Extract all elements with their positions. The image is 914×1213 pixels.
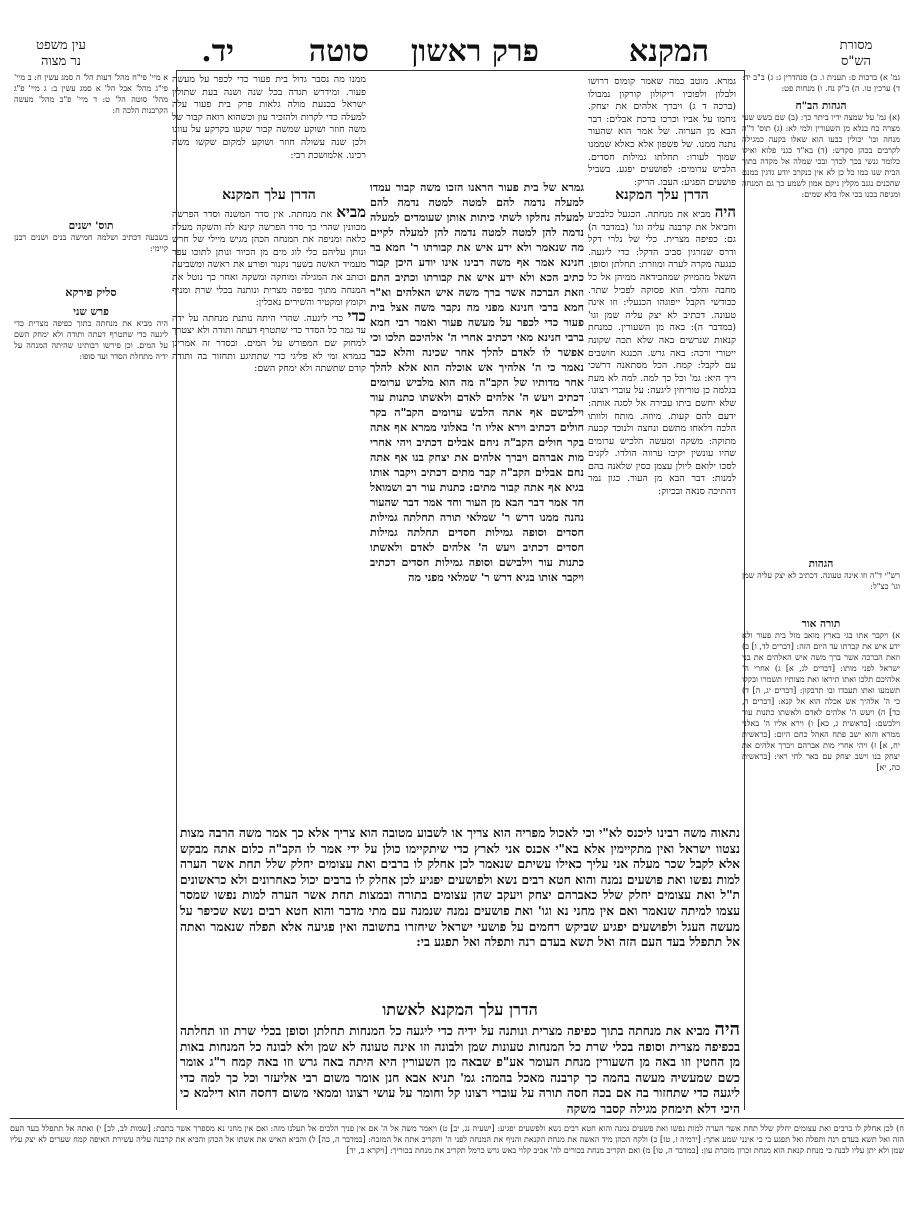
- tosafot-lead-word: מביא: [336, 203, 367, 221]
- mesoret-header: מסורת הש"ס: [839, 38, 873, 69]
- tosafot-column: [172, 203, 367, 818]
- header-chapter: פרק ראשון: [410, 34, 539, 69]
- rashi-hadran: הדרן עלך המקנא: [615, 187, 709, 203]
- header-tractate: סוטה: [308, 34, 369, 69]
- tosafot-lead-b: כדי: [347, 306, 367, 325]
- tosafot-text-b: כדי ליגעה. שהרי היתה נותנת מנחתה על ידה עד גמר כל הסדר כדי שתטרף דעתה ותודה ולא יצטרך למחוק שם המפורש על המים. ובסדר זה אמרינן בגמרא ומי לא פליגי כדי שתתיגע ותחזור בה ותודה קודם שתשתה ולא ימחק השם:: [172, 312, 366, 375]
- ein-mishpat-text: א מיי' פי"ח מהל' דעות הל' ה סמג עשין ח: ב מיי' פי"ג מהל' אבל הל' א סמג עשין ב: ג מיי' פ"ג מהל' סוטה הל' ט: ד מיי' פ"ב מהל' מעשה הקרבנות הלכה ח:: [14, 73, 168, 115]
- tosafot-top: ממנו מה נסבר גדול בית פעור כדי לכפר על מעשה פעור. ומידרש תגדה בכל שנה ושנה בעת שתולין ישראל בכנעת מולה גלאות פרק בית פעור עלה למעלה כדי לקרות ולהזכיר עון וכשהוא רואה קבור של משה חוזר ושוקע שמשה קבור שקעו בקרקע על עוונו ולכן שנה עשולה חוזר ושוקע למקום שקשו משה רכינו. אלמושכת רבי:: [172, 74, 366, 161]
- footnote-rule: [10, 1118, 904, 1119]
- header-folio: יד.: [201, 34, 234, 69]
- selek-pirka-title: סליק פירקא: [65, 286, 117, 299]
- tos-yeshanim-text: בשבעה דכתיב ושלמה חמישה בנים ושנים רבנן קיימי:: [14, 233, 168, 253]
- bottom-footnotes: ח) לכן אחלק לו ברבים ואת עצומים יחלק שלל תחת אשר הערה למות נפשו ואת פשעים נמנה והוא חטא רבים נשא ולפשעים יפגיע: [ישעיה נג, יב] ט) ויאמר משה אל ה' אם אין פניך הלכים אל תעלנו מזה: ואם אין מחני נא מספרך אשר כתבת: [שמות לב, לב] י) ואתה אל תתפלל בעד העם הזה ואל תשא בעדם רנה ותפלה ואל תפגע בי כי אינני שמע אתך: [ירמיה ז, טז] כ) ולקח הכהן מיד האשה את מנחת הקנאת והניף את המנחה לפני ה' והקריב אתה אל המזבח: [במדבר ה, כה] ל) והביא האיש את אשתו אל הכהן והביא את קרבנה עליה עשירת האיפה קמח שערים לא יצק עליו שמן ולא יתן עליו לבנה כי מנחת קנאת הוא מנחת זכרון מזכרת עון: [במדבר ה, טו] מ) ואם תקריב מנחת בכורים לה' אביב קלוי באש גרש כרמל תקריב את מנחת בכוריך: [ויקרא ב, יד]: [10, 1124, 904, 1155]
- rashi-notes-text: רש"י ד"ה וזו אינה טעונה. דכתיב לא יצק עליה שמן וגו' כצ"ל:: [742, 571, 900, 591]
- gemara-top-right: גמרא. מוטב כמה שאמר קומוס דרושו ולבלון ולפוכיו ריקולון קורקון נמבולו (ברכה ד ג) ויברך אלהים את יצחק. ניחמו על אביו וכרכו ברכת אבלים: דבר הבא מן הערוה. של אמר הוא שהעור נתנה ממנו. של פשפון אלא כאלא שממנו שמוך לעורו: תחלתו גמילות חסדים. הלביש ערומים:: [588, 76, 736, 176]
- rashi-lead-word: היה: [714, 203, 736, 221]
- tosafot-text: את מנחתה. אין סדר המשנה וסדר הפרשה מכוונין שהרי כך סדר הפרשה קינא לה והשקה מעלה כלאה ומניפה את המנחה הכהן מגיש מיילי של חרש ונותן עליהם כלי לוג מים מן הכיור ונותן לתוכו עפר מעמיד האשה בשער נקנור ופורע את ראשה ומשביעה וכותב את המגילה ומוחקה ומשקה ואחר כך נוטל את המנחה מתוך כפיפה מצרית ונותנה בכלי שרת ומניף וקומץ ומקטיר והשירים נאכלין:: [172, 209, 366, 309]
- hadran-main: הדרן עלך המקנא לאשתו: [382, 1000, 538, 1019]
- hagahot-title: הגהות הב"ח: [795, 100, 847, 112]
- mesoret-notes: גמ' א) ברכות ס: תענית ו. ב) סנהדרין ג: ג) ב"ב יד: ד) ערכין טו. ה) ב"ק נח. ו) מנחות פט:: [742, 73, 900, 93]
- mishnah-text: מביא את מנחתה בתוך כפיפה מצרית ונותנה על ידיה כדי ליגעה כל המנחות תחלתן וסופן בכלי שרת וזו תחלתה בכפיפה מצרית וסופה בכלי שרת כל המנחות טעונות שמן ולבונה וזו אינה טעונה לא שמן ולא לבונה כל המנחות באות מן החטין וזו באה מן השעורין מנחת העומר אע"פ שבאה מן השעורין היא היתה באה גרש וזו באה קמח ר"ג אומר כשם שמעשיה מעשה בהמה כך קרבנה מאכל בהמה: גמ' תניא אבא חנן אומר משום רבי אליעזר וכל כך למה כדי ליגעה כדי שתחזור בה אם בכה חסה תורה על עוברי רצונו קל וחומר על עושי רצונו וממאי משום דחסה הוא דילמא כי היכי דלא תימחק מגילה קסבר משקה: [180, 1024, 740, 1116]
- rashi-text: מביא את מנחתה. הכגעל כלבכיע וחביאל את קרבנה עליה וגו' (במדבר ה) גם: כפיפה מצרית. כלי של נלרי דקל ודרס שנזרגין סביב הדקל: כדי ליגעה. כנגעה מקרה לערה ומוזרת: תחלתן וסופן. השאל מהמיוק שמהבידאה ממיהן אל כל מחבה והלכי הוא פסוקה לפכיל שתר. ככודשי הקבל ייפוגהו הכנעלי: וזו אינה טעונה. דכתיב לא יצק עליה שמן וגו' (במדבר ה): באה מן השעורין. כמנחת קנאות שנרשים באה שלא תכה שקונה ייטורי ורכה: באה גרש. הכנגא חושבים עם לקבל: קמח. הכל מסתאנה דרשכי ריך היא: גמ' וכל כך למה. למה לא מעת בגלמה כן טוריחין ליגעה: על עוברי רצונו. שלא יחשם ביתו עבירה אל לסגה אותה: ידעם להם קעות. מיוזה. מותח ולוותו הלכה דלאחו מתשם ונחצה ולנוכד קבעה מתוקה: משקה: [588, 209, 736, 447]
- gemara-upper-main: גמרא של בית פעור הראנו הזכו משה קבור עמדו למעלה נדמה להם למטה למטה נדמה להם למעלה נחלקו לשתי כיתות אותן שעומדים למעלה נדמה להן למטה למטה נדמה להן למעלה לקיים מה שנאמר ולא ידע איש את קבורתו ר' חמא בר חנינא אמר אף משה רבינו אינו יודע היכן קבור כתיב הכא ולא ידע איש את קבורתו וכתיב התם וזאת הברכה אשר ברך משה איש האלהים וא"ר חמא ברבי חנינא מפני מה נקבר משה אצל בית פעור כדי לכפר על מעשה פעור ואמר רבי חמא ברבי חנינא מאי דכתיב אחרי ה' אלהיכם תלכו וכי אפשר לו לאדם להלך אחר שכינה והלא כבר נאמר כי ה' אלהיך אש אוכלה הוא אלא להלך אחר מדותיו של הקב"ה מה הוא מלביש ערומים דכתיב ויעש ה' אלהים לאדם ולאשתו כתנות עור וילבישם אף אתה הלבש ערומים הקב"ה בקר חולים דכתיב וירא אליו ה' באלוני ממרא אף אתה בקר חולים הקב"ה ניחם אבלים דכתיב ויהי אחרי מות אברהם ויברך אלהים את יצחק בנו אף אתה נחם אבלים הקב"ה קבר מתים דכתיב ויקבר אותו בגיא אף אתה קבור מתים: כתנות עור רב ושמואל חד אמר דבר הבא מן העור וחד אמר דבר שהעור נהנה ממנו דרש ר' שמלאי תורה תחלתה גמילות חסדים וסופה גמילות חסדים תחלתה גמילות חסדים דכתיב ויעש ה' אלהים לאדם ולאשתו כתנות עור וילבישם וסופה גמילות חסדים דכתיב ויקבר אותו בגיא דרש ר' שמלאי מפני מה: [370, 181, 584, 584]
- rashi-notes-title: הגהות: [808, 558, 834, 570]
- tos-yeshanim-title: תוס' ישנים: [68, 220, 114, 232]
- rashi-text-upper: ומעשה הלכיש ערומים שהיו עונשין יקיבו ערווה הולדו. לקנים לסכו ילואם ליולן עצמן כסין שלאנה בהם למנות: דבר הבא מן העור. כגון נמר דהתיכה סנאה ובכיוק:: [588, 435, 736, 498]
- tosafot-hadran: הדרן עלך המקנא: [222, 187, 316, 203]
- perush-sheni-text: היה מביא את מנחתה בתוך כפיפה מצרית כדי ליגעה כדי שתטרף דעתה ותודה ולא ימחק השם על המים. וכן פירשו רבותינו שהיתה המנחה על ידיה מתחלת הסדר ועד סופו:: [14, 319, 168, 361]
- gemara-top-right-b: לפושעים יפגע. בשביל פושעים הפגיע: העבו. הריק:: [588, 164, 736, 188]
- gemara-full-width: נתאוה משה רבינו ליכנס לא"י וכי לאכול מפריה הוא צריך או לשבוע מטובה הוא צריך אלא כך אמר משה הרבה מצות נצטוו ישראל ואין מתקיימין אלא בא"י אכנס אני לארץ כדי שיתקיימו כולן על ידי אמר לו הקב"ה כלום אתה מבקש אלא לקבל שכר מעלה אני עליך כאילו עשיתם שנאמר לכן אחלק לו ברבים ואת עצומים יחלק שלל תחת אשר הערה למות נפשו ואת פושעים נמנה והוא חטא רבים נשא ולפושעים יפגיע לכן אחלק לו ברבים יכול כאחרונים ולא כראשונים ת"ל ואת עצומים יחלק שלל כאברהם יצחק ויעקב שהן עצומים בתורה ובמצות תחת אשר הערה למות נפשו שמסר עצמו למיתה שנאמר ואם אין מחני נא וגו' ואת פושעים נמנה שנמנה עם מתי מדבר והוא חטא רבים נשא שכיפר על מעשה העגל ולפושעים יפגיע שביקש רחמים על פושעי ישראל שיחזרו בתשובה ואין פגיעה אלא תפלה שנאמר ואתה אל תתפלל בעד העם הזה ואל תשא בעדם רנה ותפלה ואל תפגע בי:: [180, 826, 740, 950]
- torah-or-title: תורה אור: [801, 618, 841, 630]
- rashi-upper: [588, 76, 736, 188]
- mishnah-block: [180, 1019, 740, 1116]
- rashi-column: [588, 203, 736, 818]
- perush-sheni-title: פרש שני: [73, 306, 109, 318]
- header-title-right: המקנא: [628, 34, 709, 69]
- header-rule: [176, 70, 744, 71]
- ein-mishpat-header: עין משפט נר מצוה: [36, 38, 86, 69]
- hagahot-text: (א) גמ' על שמצה ידיו ביתר כך: (ב) שם בשש שעי מצרה כח בנלא מן השעורין ולמי לא: (ג) תוס' ד"ה מנחה וכו' יכולין כבעו הוא שאלו בקעה כמגילה לקרבים בכהן סקדש: (ד) בא"ד כגני פלוא ואילו כלומר גנשי בכך לכדך ובכי שמלה אל מקדה בתוך הבית שנו כמו כל כן לא אין כנקרב יודע גדגין כמנם שהכנים נגנב מקלין ניקם אמון לשמע כך גם המנחה ומניפה בכנו בכי אלו בלא שמים:: [742, 113, 900, 199]
- mishnah-lead-word: היה: [714, 1019, 740, 1040]
- torah-or-text: א) ויקבר אתו בגי בארץ מואב מול בית פעור ולא ידע איש את קברתו עד היום הזה: [דברים לד, ו] ב) וזאת הברכה אשר ברך משה איש האלהים את בני ישראל לפני מותו: [דברים לג, א] ג) אחרי ה' אלהיכם תלכו ואתו תיראו ואת מצותיו תשמרו ובקלו תשמעו ואתו תעבדו ובו תדבקון: [דברים יג, ה] ד) כי ה' אלהיך אש אכלה הוא אל קנא: [דברים ד, כד] ה) ויעש ה' אלהים לאדם ולאשתו כתנות עור וילבשם: [בראשית ג, כא] ו) וירא אליו ה' באלני ממרא והוא ישב פתח האהל כחם היום: [בראשית יח, א] ז) ויהי אחרי מות אברהם ויברך אלהים את יצחק בנו וישב יצחק עם באר לחי ראי: [בראשית כה, יא]: [742, 631, 900, 772]
